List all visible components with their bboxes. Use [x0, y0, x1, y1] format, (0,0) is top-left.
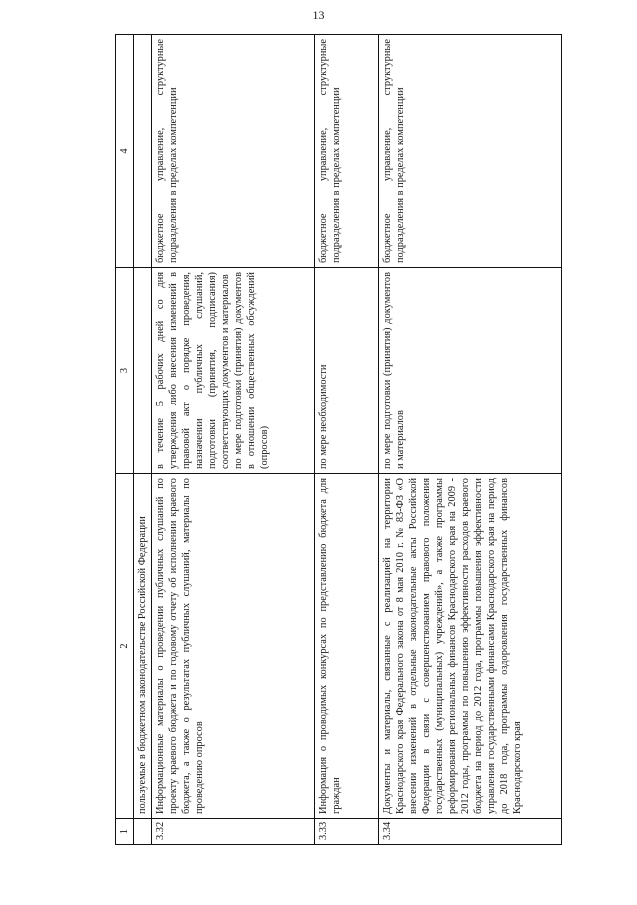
row-responsible: бюджетное управление, структурные подразделения в пределах компетенции [315, 35, 379, 268]
header-col-1: 1 [116, 819, 134, 845]
header-col-4: 4 [116, 35, 134, 268]
document-table [115, 34, 562, 845]
row-document: Документы и материалы, связанные с реализацией на территории Краснодарского края Федерального закона от 8 мая 2010 г. № 83-ФЗ «О внесении изменений в отдельные законодательные акты Российской Федерации в связи с совершенствованием правового положения государственных (муниципальных) учреждений», а также программы реформирования региональных финансов Краснодарского края на 2009 - 2012 годы, программы по повышению эффективности расходов краевого бюджета на период до 2012 года, программы повышения эффективности управления государственными финансами Краснодарского края на период до 2018 года, программы оздоровления государственных финансов Краснодарского края [379, 474, 562, 819]
deadline-text: по мере подготовки (принятия) документов в отношении общественных обсуждений (опросов) [233, 272, 270, 469]
rotated-table-container [115, 35, 561, 845]
deadline-text: в течение 5 рабочих дней со дня утверждения либо внесения изменений в правовой акт о порядке проведения, назначении публичных слушаний, подготовки (принятия, подписания) соответствующих документов и материалов [155, 272, 231, 469]
row-deadline [134, 268, 152, 474]
row-responsible: бюджетное управление, структурные подразделения в пределах компетенции [152, 35, 315, 268]
row-number [134, 819, 152, 845]
header-col-3: 3 [116, 268, 134, 474]
deadline-text: по мере необходимости [318, 364, 329, 469]
table-row [134, 35, 152, 845]
header-col-2: 2 [116, 474, 134, 819]
table-header-row [116, 35, 134, 845]
row-deadline [152, 268, 315, 474]
row-deadline [315, 268, 379, 474]
row-number: 3.34 [379, 819, 562, 845]
row-document: Информация о проводимых конкурсах по представлению бюджета для граждан [315, 474, 379, 819]
row-number: 3.33 [315, 819, 379, 845]
row-document: Информационные материалы о проведении публичных слушаний по проекту краевого бюджета и по годовому отчету об исполнении краевого бюджета, а также о результатах публичных слушаний, материалы по проведению опросов [152, 474, 315, 819]
table-row [152, 35, 315, 845]
deadline-text: по мере подготовки (принятия) документов и материалов [382, 272, 406, 469]
row-number: 3.32 [152, 819, 315, 845]
row-deadline [379, 268, 562, 474]
row-responsible [134, 35, 152, 268]
row-responsible: бюджетное управление, структурные подразделения в пределах компетенции [379, 35, 562, 268]
row-document: пользуемые в бюджетном законодательстве Российской Федерации [134, 474, 152, 819]
page-number: 13 [312, 8, 325, 22]
table-row [379, 35, 562, 845]
table-row [315, 35, 379, 845]
